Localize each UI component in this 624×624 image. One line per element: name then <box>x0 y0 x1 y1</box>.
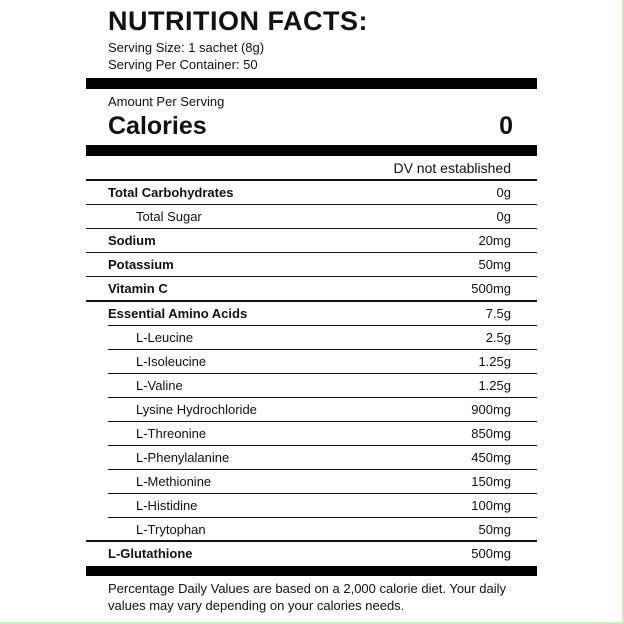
nutrient-value: 2.5g <box>485 330 511 345</box>
nutrient-name: L-Trytophan <box>136 522 206 537</box>
nutrient-value: 0g <box>496 209 511 224</box>
nutrient-value: 500mg <box>471 546 511 561</box>
nutrient-value: 20mg <box>478 233 511 248</box>
nutrient-name: Sodium <box>108 233 156 248</box>
calories-value: 0 <box>499 112 513 140</box>
calories-label: Calories <box>108 112 207 140</box>
nutrient-value: 450mg <box>471 450 511 465</box>
nutrient-name: Total Sugar <box>136 209 202 224</box>
nutrient-value: 100mg <box>471 498 511 513</box>
nutrient-value: 500mg <box>471 281 511 296</box>
nutrient-value: 150mg <box>471 474 511 489</box>
nutrient-row-l-phenylalanine <box>86 446 537 470</box>
nutrient-row-total-carbohydrates <box>86 181 537 205</box>
nutrient-name: L-Threonine <box>136 426 207 441</box>
nutrient-name: L-Isoleucine <box>136 354 207 369</box>
label-title: NUTRITION FACTS: <box>108 6 368 36</box>
nutrient-row-l-trytophan <box>86 518 537 542</box>
nutrient-row-essential-amino-acids <box>86 302 537 326</box>
nutrient-row-l-histidine <box>86 494 537 518</box>
nutrient-name: Lysine Hydrochloride <box>136 402 257 417</box>
nutrient-row-l-threonine <box>86 422 537 446</box>
nutrient-row-l-valine <box>86 374 537 398</box>
nutrient-name: L-Phenylalanine <box>136 450 230 465</box>
nutrient-name: L-Glutathione <box>108 546 193 561</box>
nutrient-value: 0g <box>496 185 511 200</box>
nutrient-row-l-methionine <box>86 470 537 494</box>
nutrient-name: Essential Amino Acids <box>108 306 248 321</box>
nutrient-row-l-glutathione <box>86 542 537 566</box>
serving-size: Serving Size: 1 sachet (8g) <box>108 40 265 55</box>
daily-values-footnote: Percentage Daily Values are based on a 2,000 calorie diet. Your daily values may vary depending on your calories needs. <box>108 581 506 613</box>
nutrient-name: Potassium <box>108 257 174 272</box>
nutrient-value: 50mg <box>478 257 511 272</box>
nutrient-name: Total Carbohydrates <box>108 185 234 200</box>
nutrient-value: 850mg <box>471 426 511 441</box>
nutrient-row-l-leucine <box>86 326 537 350</box>
thick-divider-calories <box>86 145 537 156</box>
servings-per-container: Serving Per Container: 50 <box>108 57 258 72</box>
amount-per-serving: Amount Per Serving <box>108 94 225 109</box>
nutrient-value: 1.25g <box>478 354 511 369</box>
dv-note: DV not established <box>393 160 511 176</box>
nutrient-value: 7.5g <box>485 306 511 321</box>
nutrient-row-lysine-hydrochloride <box>86 398 537 422</box>
nutrient-name: L-Histidine <box>136 498 198 513</box>
nutrient-name: Vitamin C <box>108 281 168 296</box>
nutrient-value: 900mg <box>471 402 511 417</box>
nutrient-row-vitamin-c <box>86 277 537 301</box>
nutrient-row-sodium <box>86 229 537 253</box>
nutrient-name: L-Valine <box>136 378 183 393</box>
thick-divider-bottom <box>86 566 537 576</box>
nutrient-row-potassium <box>86 253 537 277</box>
nutrient-value: 1.25g <box>478 378 511 393</box>
nutrient-row-l-isoleucine <box>86 350 537 374</box>
nutrient-name: L-Leucine <box>136 330 194 345</box>
nutrient-name: L-Methionine <box>136 474 212 489</box>
nutrient-row-total-sugar <box>86 205 537 229</box>
thick-divider <box>86 78 537 89</box>
nutrient-value: 50mg <box>478 522 511 537</box>
